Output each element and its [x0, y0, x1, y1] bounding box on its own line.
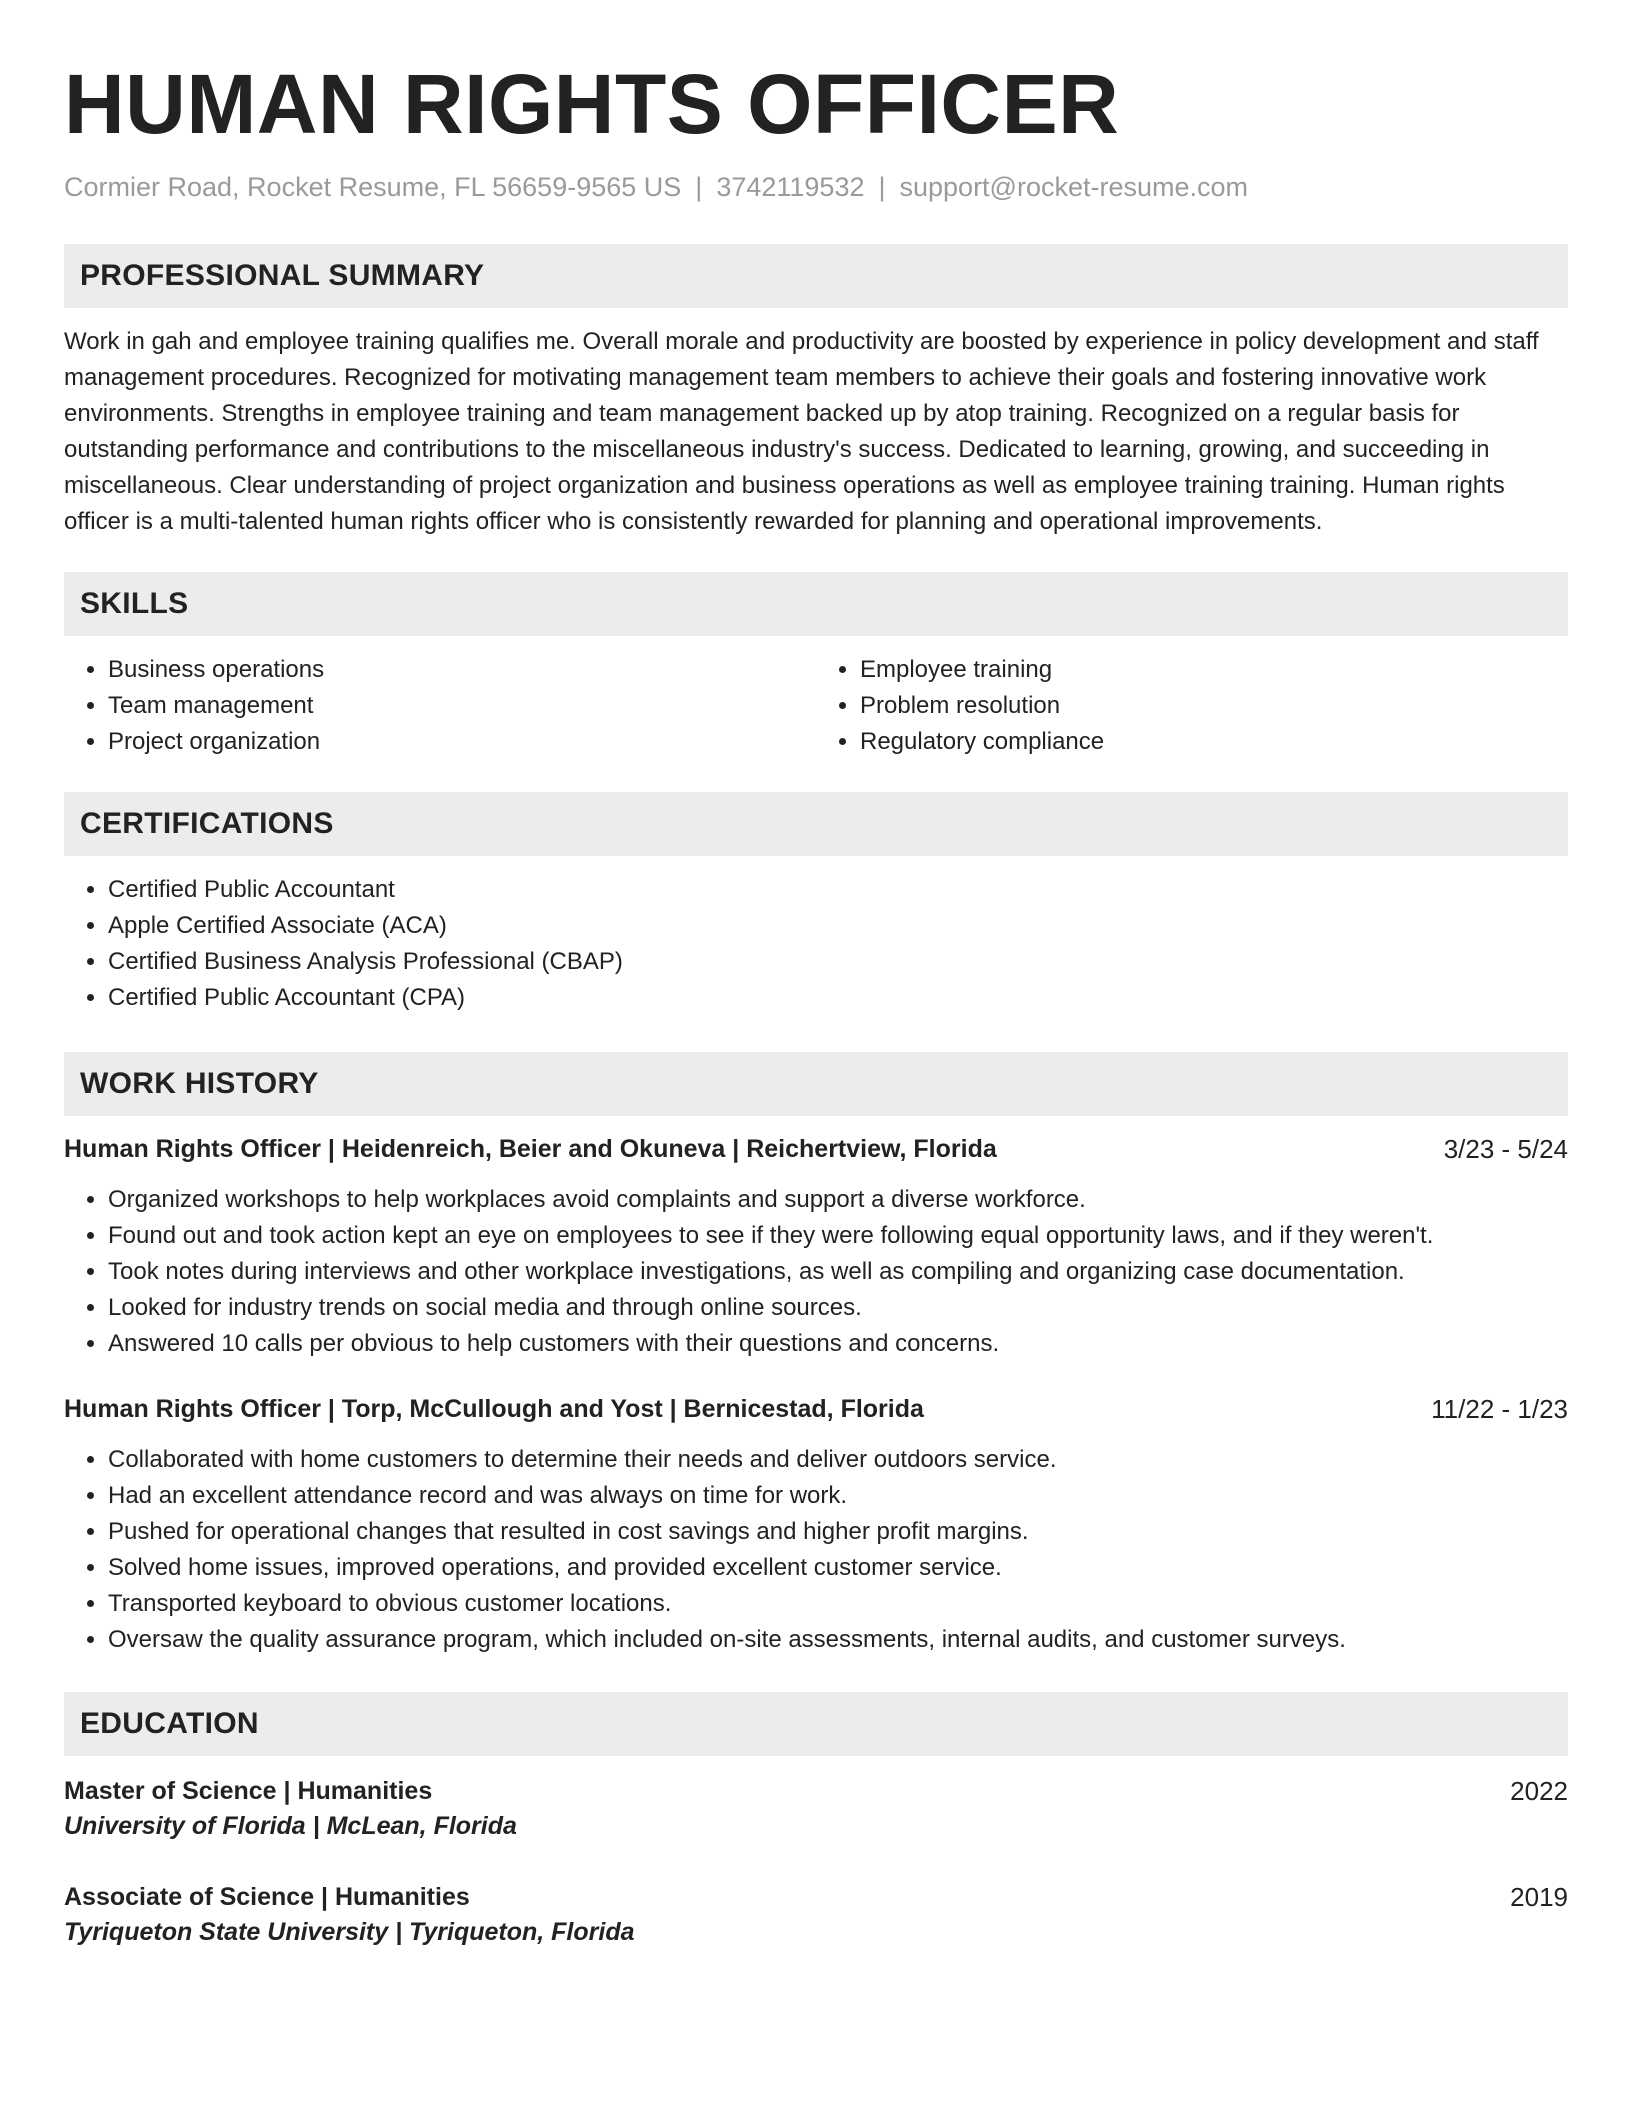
contact-email: support@rocket-resume.com — [899, 172, 1249, 202]
job-bullet: • Pushed for operational changes that resulted in cost savings and higher profit margins. — [108, 1514, 1568, 1550]
job-bullet: • Transported keyboard to obvious customer locations. — [108, 1586, 1568, 1622]
job-bullets — [64, 1442, 1568, 1658]
job-bullet: • Answered 10 calls per obvious to help customers with their questions and concerns. — [108, 1326, 1568, 1362]
contact-phone: 3742119532 — [716, 172, 865, 202]
certifications-list — [64, 872, 1568, 1016]
page-title: HUMAN RIGHTS OFFICER — [64, 57, 1120, 151]
section-header-skills: SKILLS — [64, 572, 1568, 636]
skills-list-right — [816, 652, 1568, 760]
section-header-education: EDUCATION — [64, 1692, 1568, 1756]
job-bullet: • Collaborated with home customers to determine their needs and deliver outdoors service. — [108, 1442, 1568, 1478]
job-dates: 11/22 - 1/23 — [1431, 1394, 1568, 1424]
education-entry — [64, 1774, 1568, 1844]
education-year: 2022 — [1510, 1776, 1568, 1806]
job-header — [64, 1132, 1568, 1166]
skill-item: • Team management — [108, 688, 816, 724]
job-heading: Human Rights Officer | Torp, McCullough and Yost | Bernicestad, Florida — [64, 1395, 924, 1423]
skills-list-left — [64, 652, 816, 760]
section-header-work-history: WORK HISTORY — [64, 1052, 1568, 1116]
skill-item: • Project organization — [108, 724, 816, 760]
skill-item: • Regulatory compliance — [860, 724, 1568, 760]
job-heading: Human Rights Officer | Heidenreich, Beier and Okuneva | Reichertview, Florida — [64, 1135, 997, 1163]
skill-item: • Problem resolution — [860, 688, 1568, 724]
summary-text: Work in gah and employee training qualifies me. Overall morale and productivity are boosted by experience in policy development and staff management procedures. Recognized for motivating management team members to achieve their goals and fostering innovative work environments. Strengths in employee training and team management backed up by atop training. Recognized on a regular basis for outstanding performance and contributions to the miscellaneous industry's success. Dedicated to learning, growing, and succeeding in miscellaneous. Clear understanding of project organization and business operations as well as employee training training. Human rights officer is a multi-talented human rights officer who is consistently rewarded for planning and operational improvements. — [64, 328, 1539, 535]
education-header — [64, 1774, 1568, 1808]
section-header-summary: PROFESSIONAL SUMMARY — [64, 244, 1568, 308]
job-bullet: • Oversaw the quality assurance program, which included on-site assessments, internal audits, and customer surveys. — [108, 1622, 1568, 1658]
contact-separator: | — [695, 172, 703, 202]
job-dates: 3/23 - 5/24 — [1443, 1134, 1568, 1164]
skills-grid — [64, 652, 1568, 760]
education-degree: Associate of Science | Humanities — [64, 1883, 470, 1911]
job-entry — [64, 1132, 1568, 1362]
job-bullet: • Looked for industry trends on social media and through online sources. — [108, 1290, 1568, 1326]
contact-line — [64, 170, 1568, 204]
education-year: 2019 — [1510, 1882, 1568, 1912]
certification-item: • Certified Business Analysis Professional (CBAP) — [108, 944, 1568, 980]
job-bullets — [64, 1182, 1568, 1362]
contact-separator: | — [878, 172, 886, 202]
education-school: University of Florida | McLean, Florida — [64, 1812, 517, 1840]
job-bullet: • Solved home issues, improved operations, and provided excellent customer service. — [108, 1550, 1568, 1586]
job-bullet: • Organized workshops to help workplaces avoid complaints and support a diverse workforce. — [108, 1182, 1568, 1218]
education-entry — [64, 1880, 1568, 1950]
certification-item: • Certified Public Accountant (CPA) — [108, 980, 1568, 1016]
certification-item: • Apple Certified Associate (ACA) — [108, 908, 1568, 944]
skill-item: • Business operations — [108, 652, 816, 688]
job-bullet: • Found out and took action kept an eye on employees to see if they were following equal opportunity laws, and if they weren't. — [108, 1218, 1568, 1254]
education-degree: Master of Science | Humanities — [64, 1777, 433, 1805]
skill-item: • Employee training — [860, 652, 1568, 688]
education-header — [64, 1880, 1568, 1914]
job-header — [64, 1392, 1568, 1426]
job-bullet: • Had an excellent attendance record and was always on time for work. — [108, 1478, 1568, 1514]
section-header-certifications: CERTIFICATIONS — [64, 792, 1568, 856]
job-bullet: • Took notes during interviews and other workplace investigations, as well as compiling and organizing case documentation. — [108, 1254, 1568, 1290]
contact-address: Cormier Road, Rocket Resume, FL 56659-9565 US — [64, 172, 682, 202]
job-entry — [64, 1392, 1568, 1658]
certification-item: • Certified Public Accountant — [108, 872, 1568, 908]
education-school: Tyriqueton State University | Tyriqueton, Florida — [64, 1918, 635, 1946]
